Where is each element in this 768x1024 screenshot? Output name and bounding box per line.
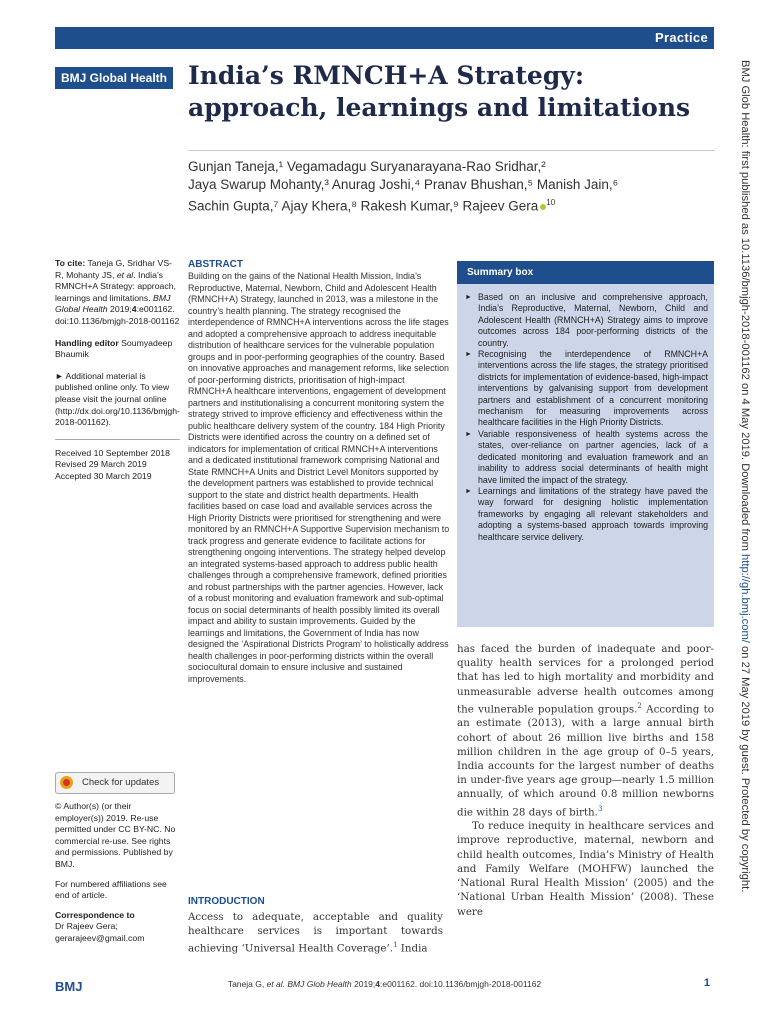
correspondence: Correspondence to Dr Rajeev Gera; gerarajeev@gmail.com — [55, 909, 145, 943]
section-label: Practice — [655, 30, 708, 45]
body-paragraph: has faced the burden of inadequate and poor-quality health services for a prolonged period that has led to high mortality and morbidity and unmeasurable adverse health outcomes among the vulnerable population groups.$^2$ According to an estimate (2013), with a large annual birth cohort of about 26 million live births and 158 million children in the age group of 0–5 years, India accounts for the largest number of deaths in under-five years age group—nearly 1.5 million annually, of which around 0.8 million newborns die within 28 days of birth.$^3$ — [457, 643, 714, 819]
date-accepted: Accepted 30 March 2019 — [55, 470, 152, 481]
bmj-logo[interactable]: BMJ — [55, 979, 83, 994]
authors-line-3: Sachin Gupta,⁷ Ajay Khera,⁸ Rakesh Kumar,⁹ Rajeev Gera $^{10}$ — [188, 198, 556, 214]
abstract-heading: ABSTRACT — [188, 259, 243, 270]
reference-link[interactable]: 2 — [637, 701, 642, 710]
article-title: India’s RMNCH+A Strategy: approach, learnings and limitations — [188, 61, 691, 122]
body-column-2 — [457, 642, 714, 919]
copyright-note: © Author(s) (or their employer(s)) 2019. Re-use permitted under CC BY-NC. No commercial re-use. See rights and permissions. Published by BMJ. — [55, 801, 176, 869]
affiliations-note: For numbered affiliations see end of article. — [55, 878, 167, 901]
authors-line-2: Jaya Swarup Mohanty,³ Anurag Joshi,⁴ Pranav Bhushan,⁵ Manish Jain,⁶ — [188, 177, 619, 192]
section-bar — [55, 27, 714, 49]
journal-link[interactable]: http://gh.bmj.com/ — [739, 554, 751, 643]
handling-editor: Handling editor Soumyadeep Bhaumik — [55, 337, 173, 360]
citation: To cite: Taneja G, Sridhar VS-R, Mohanty JS, et al. India’s RMNCH+A Strategy: approach, learnings and limitations. BMJ Global Health 2019;4:e001162. doi:10.1136/bmjgh-2018-001162 — [55, 258, 180, 326]
correspondence-email[interactable]: gerarajeev@gmail.com — [55, 932, 145, 943]
journal-logo[interactable]: BMJ Global Health — [55, 67, 173, 89]
introduction-text: Access to adequate, acceptable and quality healthcare services is important towards achieving ‘Universal Health Coverage’.$^1$ India — [188, 911, 443, 955]
author-list — [188, 158, 715, 216]
sidebar-divider — [55, 439, 180, 440]
reference-link[interactable]: 3 — [597, 804, 603, 813]
check-for-updates-button[interactable]: Check for updates — [55, 772, 175, 794]
title-divider — [188, 150, 715, 151]
summary-box — [457, 261, 714, 627]
author-affiliation-ref: 10 — [546, 198, 556, 207]
summary-item: ► Based on an inclusive and comprehensive approach, India’s Reproductive, Maternal, Newborn, Child and Adolescent Health (RMNCH+A) Strategy aims to improve outcomes across 184 poor-performing districts of the country. — [465, 292, 708, 349]
summary-item: ► Variable responsiveness of health systems across the states, over-reliance on partner agencies, lack of a dedicated monitoring and evaluation framework and an inability to address social determinants of health might have limited the impact of the strategy. — [465, 429, 708, 486]
summary-item: ► Learnings and limitations of the strategy have paved the way forward for designing holistic implementation frameworks by engaging all relevant stakeholders and adopting a systems-based approach towards improving healthcare service delivery. — [465, 486, 708, 543]
date-revised: Revised 29 March 2019 — [55, 459, 147, 470]
reference-link[interactable]: 1 — [393, 941, 398, 949]
article-sidebar-lower — [55, 801, 180, 945]
page-number: 1 — [703, 977, 710, 989]
abstract-text: Building on the gains of the National Health Mission, India’s Reproductive, Maternal, Newborn, Child and Adolescent Health (RMNCH+A) Strategy, launched in 2013, was a milestone in the country’s health planning. The strategy recognised the interdependence of RMNCH+A interventions across the life stages and adopted a comprehensive approach to address inequitable distribution of healthcare services for the vulnerable population groups and in poor-performing geographies of the country. Based on innovative approaches and management reforms, like selection of poor-performing districts, prioritisation of high-impact RMNCH+A healthcare interventions, engagement of development partners and institutionalising a concurrent monitoring system the strategy strived to improve efficiency and effectiveness within the public healthcare delivery system of the country. 184 High Priority Districts were identified across the country on a defined set of indicators for implementation of critical RMNCH+A interventions and a dedicated institutional framework comprising National and State RMNCH+A Units and District Level Monitors supported by the development partners was established to provide technical support to the state and district health departments. Health facilities based on case load and available services across the High Priority Districts were prioritised for strengthening and were monitored by an RMNCH+A Supportive Supervision mechanism to track progress and generate evidence to facilitate actions for strengthening ongoing interventions. The strategy helped develop an integrated systems-based approach to address public health challenges through a comprehensive framework, defined priorities and robust partnerships with the partner agencies. However, lack of a robust monitoring and evaluation framework and sub-optimal focus on social determinants of health possibly limited its overall impact and ability to sustain improvements. Guided by the learnings and limitations, the Government of India has now designed the ‘Aspirational Districts Program’ to holistically address health challenges in poor-performing districts within the overall sociocultural domain to ensure inclusive and sustained improvements. — [188, 271, 450, 684]
introduction-heading: INTRODUCTION — [188, 896, 265, 907]
summary-box-heading: Summary box — [457, 261, 714, 284]
date-received: Received 10 September 2018 — [55, 447, 170, 458]
article-sidebar — [55, 258, 180, 483]
crossmark-icon — [60, 776, 73, 789]
footer-citation: Taneja G, et al. BMJ Glob Health 2019;4:e001162. doi:10.1136/bmjgh-2018-001162 — [227, 979, 542, 989]
authors-line-1: Gunjan Taneja,¹ Vegamadagu Suryanarayana-Rao Sridhar,² — [188, 159, 546, 174]
additional-material-note[interactable]: ► Additional material is published online only. To view please visit the journal online (http://dx.doi.org/10.1136/bmjgh-2018-001162). — [55, 370, 180, 428]
body-paragraph: To reduce inequity in healthcare services and improve reproductive, maternal, newborn and child health outcomes, India’s Ministry of Health and Family Welfare (MOHFW) launched the ‘National Rural Health Mission’ (2005) and the ‘National Urban Health Mission’ (2008). These were — [457, 820, 714, 918]
page-footer — [55, 976, 714, 996]
download-note: BMJ Glob Health: first published as 10.1136/bmjgh-2018-001162 on 4 May 2019. Downloaded from http://gh.bmj.com/ on 27 May 2019 by guest. Protected by copyright. — [739, 60, 751, 893]
summary-item: ► Recognising the interdependence of RMNCH+A interventions across the life stages, the strategy prioritised districts for implementation of evidence-based, high-impact interventions by galvanising support from development partners and establishment of a concurrent monitoring mechanism for measuring improvements across healthcare facilities in the High Priority Districts. — [465, 349, 708, 429]
